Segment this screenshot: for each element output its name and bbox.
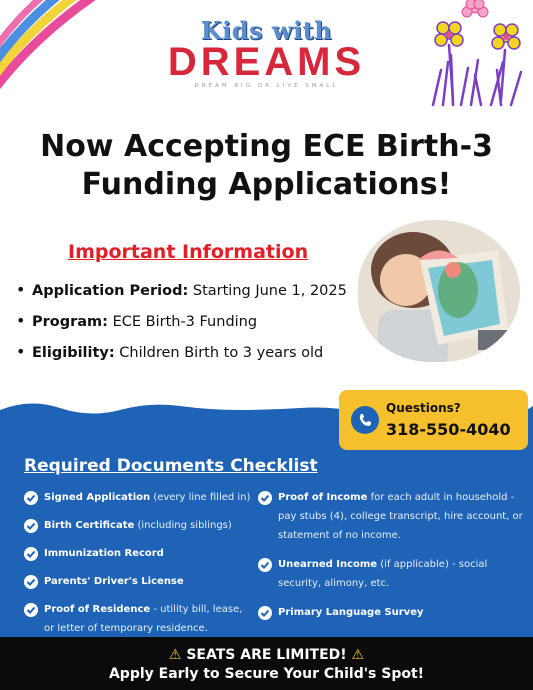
info-label: Application Period: (32, 283, 189, 299)
check-circle-icon (24, 491, 38, 505)
questions-contact-box[interactable] (339, 390, 528, 450)
checklist-item-title: Immunization Record (44, 548, 164, 559)
page-headline (0, 128, 533, 204)
info-label: Program: (32, 314, 108, 330)
check-circle-icon (24, 575, 38, 589)
checklist-item-title: Primary Language Survey (278, 607, 424, 618)
brand-logo (0, 18, 533, 89)
warning-icon: ⚠ (168, 647, 182, 663)
info-item-eligibility (16, 337, 356, 368)
check-circle-icon (258, 558, 272, 572)
logo-top-text: Kids with (200, 16, 333, 45)
checklist-item-title: Unearned Income (278, 559, 378, 570)
questions-label: Questions? (386, 401, 461, 415)
logo-tagline: DREAM BIG OR LIVE SMALL (194, 83, 339, 89)
important-info-heading: Important Information (68, 241, 309, 263)
checklist-item-detail: (every line filled in) (153, 492, 251, 503)
checklist-item (24, 488, 252, 507)
checklist-item-title: Birth Certificate (44, 520, 135, 531)
checklist-item (258, 488, 528, 545)
info-item-application-period (16, 275, 356, 306)
check-circle-icon (258, 491, 272, 505)
info-label: Eligibility: (32, 345, 115, 361)
checklist-item-title: Proof of Income (278, 492, 368, 503)
checklist-item-title: Signed Application (44, 492, 151, 503)
checklist-item (24, 572, 252, 591)
phone-number[interactable]: 318-550-4040 (386, 420, 511, 439)
check-circle-icon (258, 606, 272, 620)
check-circle-icon (24, 519, 38, 533)
info-value: Starting June 1, 2025 (192, 283, 347, 299)
info-value: Children Birth to 3 years old (119, 345, 324, 361)
banner-line-1 (0, 646, 533, 664)
phone-icon (351, 406, 379, 434)
checklist-item-detail: (including siblings) (137, 520, 232, 531)
important-info-list (16, 275, 356, 368)
checklist-item (24, 516, 252, 535)
banner-line-2: Apply Early to Secure Your Child's Spot! (108, 666, 425, 682)
warning-icon: ⚠ (351, 647, 365, 663)
checklist-item-detail: - utility bill, lease, or letter of temporary residence. (44, 604, 243, 634)
headline-line-1: Now Accepting ECE Birth-3 (40, 129, 493, 164)
headline-line-2: Funding Applications! (81, 167, 452, 202)
checklist-left-column (24, 488, 252, 647)
checklist-item (24, 544, 252, 563)
checklist-right-column (258, 488, 528, 632)
checklist-item-title: Proof of Residence (44, 604, 151, 615)
info-item-program (16, 306, 356, 337)
checklist-item (24, 600, 252, 638)
check-circle-icon (24, 603, 38, 617)
check-circle-icon (24, 547, 38, 561)
checklist-item (258, 603, 528, 622)
checklist-item-detail: for each adult in household - pay stubs (4), college transcript, hire account, or statement of no income. (278, 492, 523, 541)
logo-main-text: DREAMS (167, 40, 366, 84)
info-value: ECE Birth-3 Funding (112, 314, 258, 330)
checklist-item-detail: (if applicable) - social security, alimony, etc. (278, 559, 488, 589)
seats-limited-banner (0, 637, 533, 690)
checklist-heading: Required Documents Checklist (24, 456, 318, 476)
checklist-item-title: Parents' Driver's License (44, 576, 184, 587)
banner-headline: SEATS ARE LIMITED! (186, 647, 347, 663)
child-reading-photo (358, 220, 520, 362)
checklist-item (258, 555, 528, 593)
